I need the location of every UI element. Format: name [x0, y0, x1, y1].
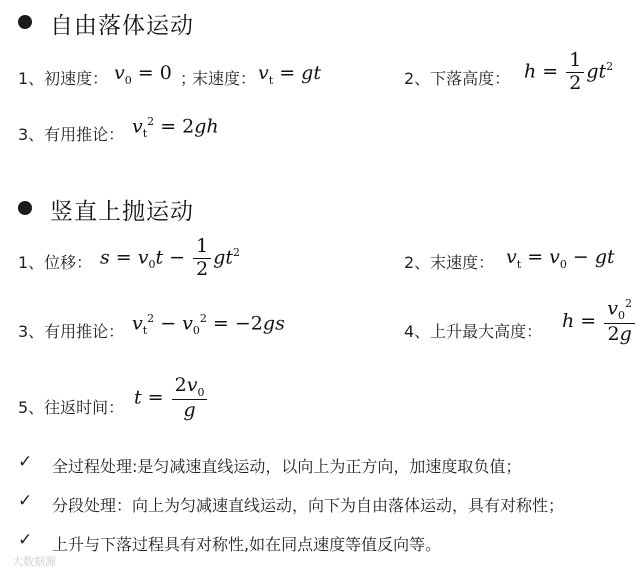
- bullet-icon: [18, 15, 32, 29]
- section-heading: 自由落体运动: [50, 13, 194, 39]
- formula-corollary: $v_t^2 = 2gh$: [132, 115, 219, 141]
- formula-final-velocity: $v_t$ = gt: [258, 62, 321, 87]
- separator: ；: [180, 69, 197, 88]
- item-label: 1、初速度：: [18, 69, 109, 88]
- formula-final-velocity-2: $v_t = v_0$ − gt: [506, 246, 615, 271]
- formula-round-trip-time: t = $\frac{2v_0}{g}$: [134, 375, 209, 422]
- bullet-icon: [18, 201, 32, 215]
- formula-corollary-2: $v_t^2 - v_0^2 = -2gs$: [132, 312, 285, 338]
- item-label: 3、有用推论：: [18, 322, 125, 341]
- item-label: 1、位移：: [18, 253, 93, 272]
- watermark: 大数据源: [12, 555, 56, 568]
- formula-displacement: $s = v_0t$ − $\frac{1}{2}$ $gt^2$: [100, 235, 241, 280]
- section-heading: 竖直上抛运动: [50, 199, 194, 225]
- note-text: 上升与下落过程具有对称性,如在同点速度等值反向等。: [52, 535, 442, 554]
- check-icon: ✓: [18, 491, 33, 511]
- item-label: 5、往返时间：: [18, 398, 125, 417]
- check-icon: ✓: [18, 452, 33, 472]
- item-label: 2、末速度：: [404, 253, 495, 272]
- item-label: 2、下落高度：: [404, 69, 511, 88]
- item-label: 3、有用推论：: [18, 125, 125, 144]
- item-label: 末速度：: [192, 69, 257, 88]
- formula-max-height: h = $\frac{v_0^2}{2g}$: [562, 298, 637, 346]
- note-text: 分段处理：向上为匀减速直线运动，向下为自由落体运动，具有对称性；: [52, 496, 565, 515]
- note-text: 全过程处理:是匀减速直线运动，以向上为正方向，加速度取负值；: [52, 457, 522, 476]
- item-label: 4、上升最大高度：: [404, 322, 543, 341]
- formula-fall-height: h = $\frac{1}{2}$ $gt^2$: [524, 49, 614, 94]
- formula-initial-velocity: $v_0 = 0$: [114, 62, 172, 87]
- check-icon: ✓: [18, 530, 33, 550]
